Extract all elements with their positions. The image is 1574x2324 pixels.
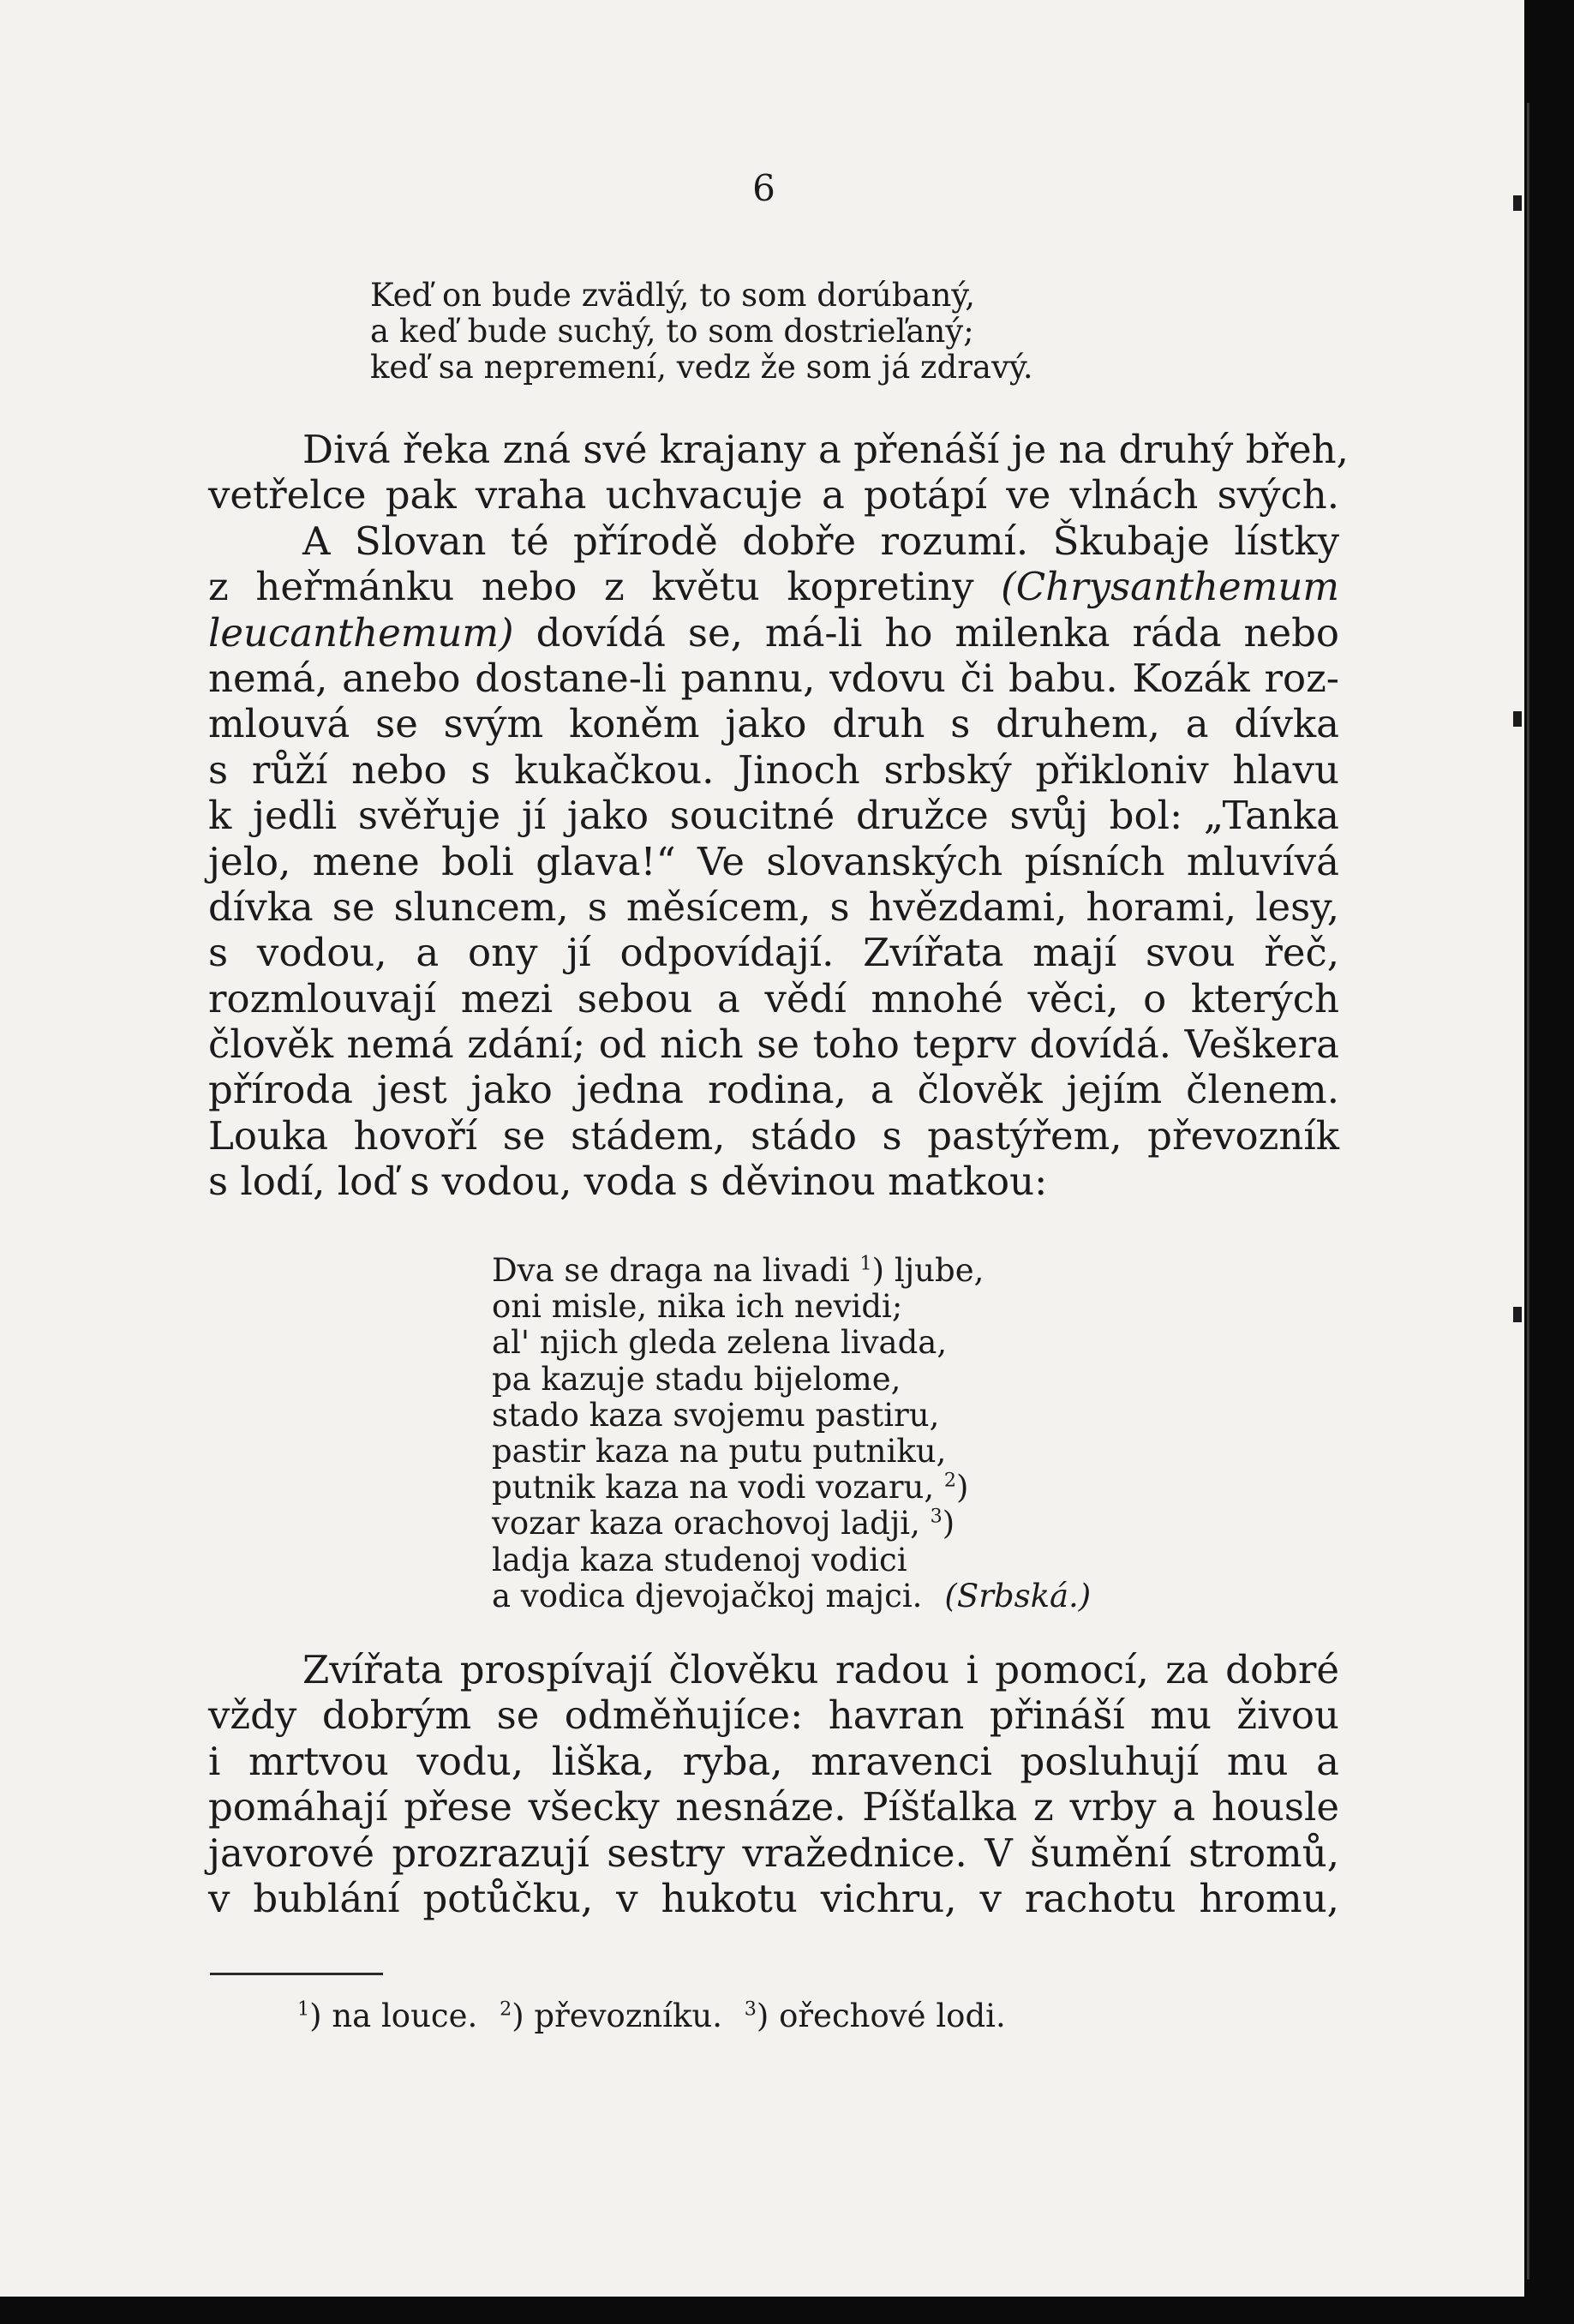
footnote-3: $^3$) ořechové lodi. [744, 1998, 1006, 2034]
body-paragraph-2 [208, 1647, 1339, 1921]
text-line: příroda jest jako jedna rodina, a člověk jejím členem. [208, 1067, 1339, 1113]
binding-mark [1513, 711, 1522, 727]
verse-line: Keď on bude zvädlý, to som dorúbaný, [370, 277, 976, 314]
verse-line: stado kaza svojemu pastiru, [492, 1396, 940, 1434]
text-line: Louka hovoří se stádem, stádo s pastýřem, převozník [208, 1112, 1339, 1159]
verse-line: pastir kaza na putu putniku, [492, 1433, 947, 1470]
verse-line: Dva se draga na livadi $^1$) ljube, [492, 1252, 984, 1289]
footnote-2: $^2$) převozníku. [500, 1998, 722, 2034]
text-line: Divá řeka zná své krajany a přenáší je na druhý břeh, [302, 427, 1349, 472]
verse-line: a vodica djevojačkoj majci. (Srbská.) [492, 1577, 1092, 1614]
verse-line: a keď bude suchý, to som dostrieľaný; [370, 313, 974, 350]
footnote-divider [210, 1973, 383, 1975]
verse-line: al' njich gleda zelena livada, [492, 1324, 948, 1362]
text-line: jelo, mene boli glava!“ Ve slovanských písních mluvívá [208, 838, 1339, 884]
binding-mark [1513, 195, 1522, 211]
footnotes [297, 1997, 1006, 2036]
text-line: i mrtvou vodu, liška, ryba, mravenci posluhují mu a [208, 1738, 1339, 1784]
text-line: nemá, anebo dostane-li pannu, vdovu či babu. Kozák roz- [208, 655, 1339, 701]
text-line: z heřmánku nebo z květu kopretiny (Chrysanthemum [208, 564, 1339, 610]
footnote-1: $^1$) na louce. [297, 1998, 478, 2034]
text-line: s růží nebo s kukačkou. Jinoch srbský přikloniv hlavu [208, 746, 1339, 793]
text-line: s lodí, loď s vodou, voda s děvinou matkou: [208, 1159, 1048, 1205]
latin-term: leucanthemum) [208, 609, 514, 656]
text-line: pomáhají přese všecky nesnáze. Píšťalka z vrby a housle [208, 1784, 1339, 1830]
scan-border [1524, 0, 1574, 2324]
text-line: v bublání potůčku, v hukotu vichru, v rachotu hromu, [208, 1875, 1339, 1921]
page-number: 6 [752, 167, 775, 209]
verse-line: putnik kaza na vodi vozaru, $^2$) [492, 1469, 969, 1506]
text-line: vždy dobrým se odměňujíce: havran přináší mu živou [208, 1692, 1339, 1739]
text-line: A Slovan té přírodě dobře rozumí. Škubaje lístky [302, 518, 1339, 564]
slovak-verse-quote [370, 278, 1033, 386]
footnote-ref: 3 [930, 1506, 943, 1529]
serbian-folk-song [492, 1253, 1091, 1614]
binding-edge-line [1527, 103, 1529, 2279]
text-line: dívka se sluncem, s měsícem, s hvězdami, horami, lesy, [208, 883, 1339, 930]
text-line: javorové prozrazují sestry vražednice. V šumění stromů, [208, 1830, 1339, 1876]
verse-line: keď sa nepremení, vedz že som já zdravý. [370, 349, 1033, 386]
latin-term: (Chrysanthemum [1001, 564, 1339, 610]
footnote-ref: 2 [943, 1469, 957, 1492]
text-line: s vodou, a ony jí odpovídají. Zvířata mají svou řeč, [208, 930, 1339, 976]
verse-line: pa kazuje stadu bijelome, [492, 1360, 901, 1398]
verse-line: oni misle, nika ich nevidi; [492, 1288, 903, 1326]
footnote-ref: 1 [859, 1252, 872, 1275]
text-line: mlouvá se svým koněm jako druh s druhem, a dívka [208, 701, 1339, 747]
verse-line: ladja kaza studenoj vodici [492, 1541, 907, 1578]
text-line: rozmlouvají mezi sebou a vědí mnohé věci, o kterých [208, 975, 1339, 1021]
text-line: Zvířata prospívají člověku radou i pomocí, za dobré [302, 1647, 1339, 1692]
text-line: leucanthemum) dovídá se, má-li ho milenka ráda nebo [208, 609, 1339, 656]
binding-mark [1513, 1307, 1522, 1322]
text-line: k jedli svěřuje jí jako soucitné družce svůj bol: „Tanka [208, 793, 1339, 839]
text-line: člověk nemá zdání; od nich se toho teprv dovídá. Veškera [208, 1021, 1339, 1068]
text-line: vetřelce pak vraha uchvacuje a potápí ve vlnách svých. [208, 472, 1339, 518]
body-paragraph-1 [208, 427, 1349, 1205]
verse-line: vozar kaza orachovoj ladji, $^3$) [492, 1505, 955, 1542]
song-attribution: (Srbská.) [944, 1577, 1092, 1614]
